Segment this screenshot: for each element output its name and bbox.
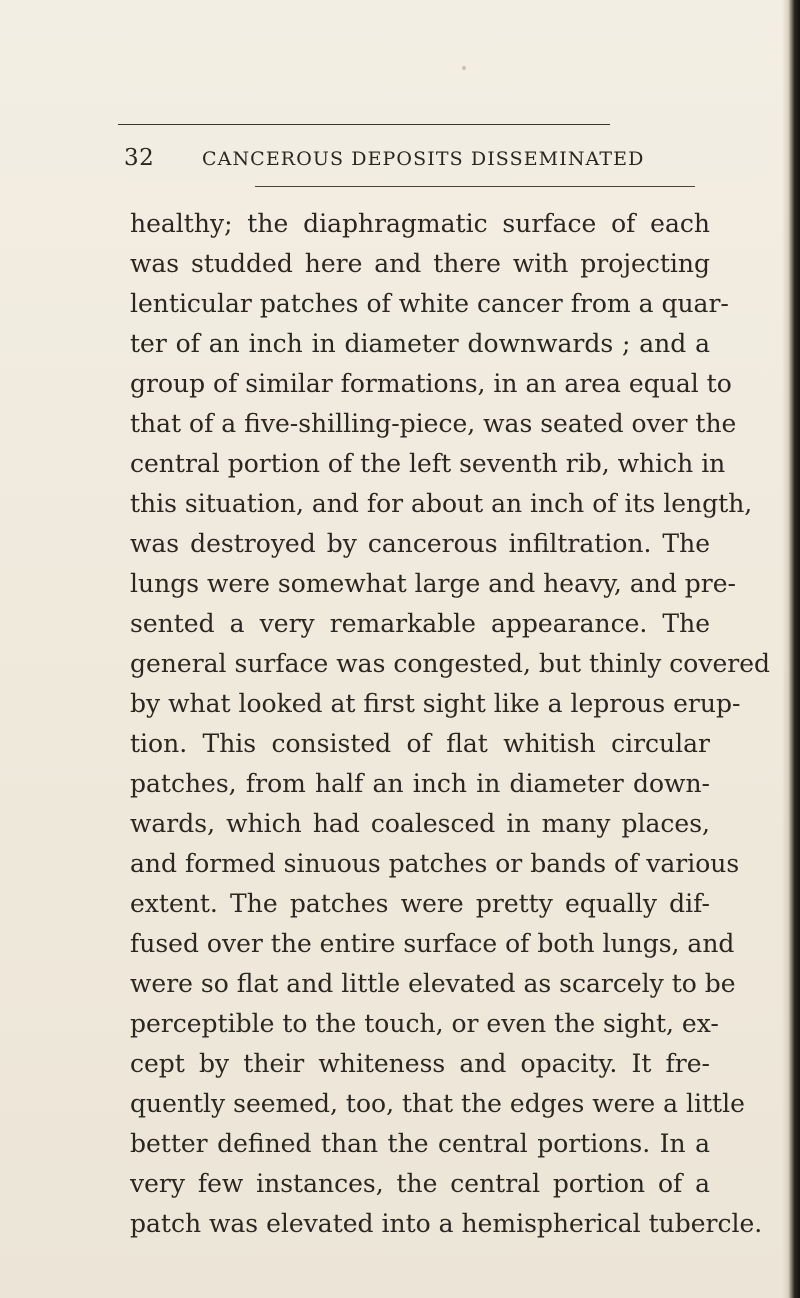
text-line: lungs were somewhat large and heavy, and pre- [130, 569, 736, 598]
text-line: was destroyed by cancerous infiltration. The [130, 529, 710, 558]
body-text [130, 204, 771, 1244]
page-number: 32 [124, 145, 155, 171]
text-line: quently seemed, too, that the edges were a little [130, 1089, 745, 1118]
text-line: central portion of the left seventh rib, which in [130, 449, 726, 478]
paper-speck [462, 66, 466, 70]
text-line: were so flat and little elevated as scarcely to be [130, 969, 736, 998]
text-line: that of a five-shilling-piece, was seated over the [130, 409, 737, 438]
text-line: and formed sinuous patches or bands of various [130, 849, 740, 878]
text-line: extent. The patches were pretty equally dif- [130, 889, 710, 918]
header-rule [118, 124, 610, 125]
text-line: fused over the entire surface of both lungs, and [130, 929, 735, 958]
text-line: general surface was congested, but thinly covered [130, 649, 771, 678]
text-line: patch was elevated into a hemispherical tubercle. [130, 1209, 763, 1238]
running-title: CANCEROUS DEPOSITS DISSEMINATED [202, 148, 645, 170]
text-line: was studded here and there with projecting [130, 249, 710, 278]
page-edge-shadow [782, 0, 800, 1298]
text-line: this situation, and for about an inch of its length, [130, 489, 753, 518]
running-head [124, 145, 684, 177]
text-line: ter of an inch in diameter downwards ; and a [130, 329, 710, 358]
text-line: by what looked at first sight like a leprous erup- [130, 689, 741, 718]
text-line: perceptible to the touch, or even the sight, ex- [130, 1009, 719, 1038]
section-rule [255, 186, 695, 187]
text-line: healthy; the diaphragmatic surface of each [130, 209, 710, 238]
text-line: sented a very remarkable appearance. The [130, 609, 710, 638]
text-line: group of similar formations, in an area equal to [130, 369, 732, 398]
text-line: tion. This consisted of flat whitish circular [130, 729, 710, 758]
text-line: wards, which had coalesced in many places, [130, 809, 710, 838]
text-line: very few instances, the central portion of a [130, 1169, 710, 1198]
text-line: cept by their whiteness and opacity. It fre- [130, 1049, 710, 1078]
text-line: lenticular patches of white cancer from a quar- [130, 289, 729, 318]
text-line: better defined than the central portions. In a [130, 1129, 710, 1158]
text-line: patches, from half an inch in diameter down- [130, 769, 710, 798]
